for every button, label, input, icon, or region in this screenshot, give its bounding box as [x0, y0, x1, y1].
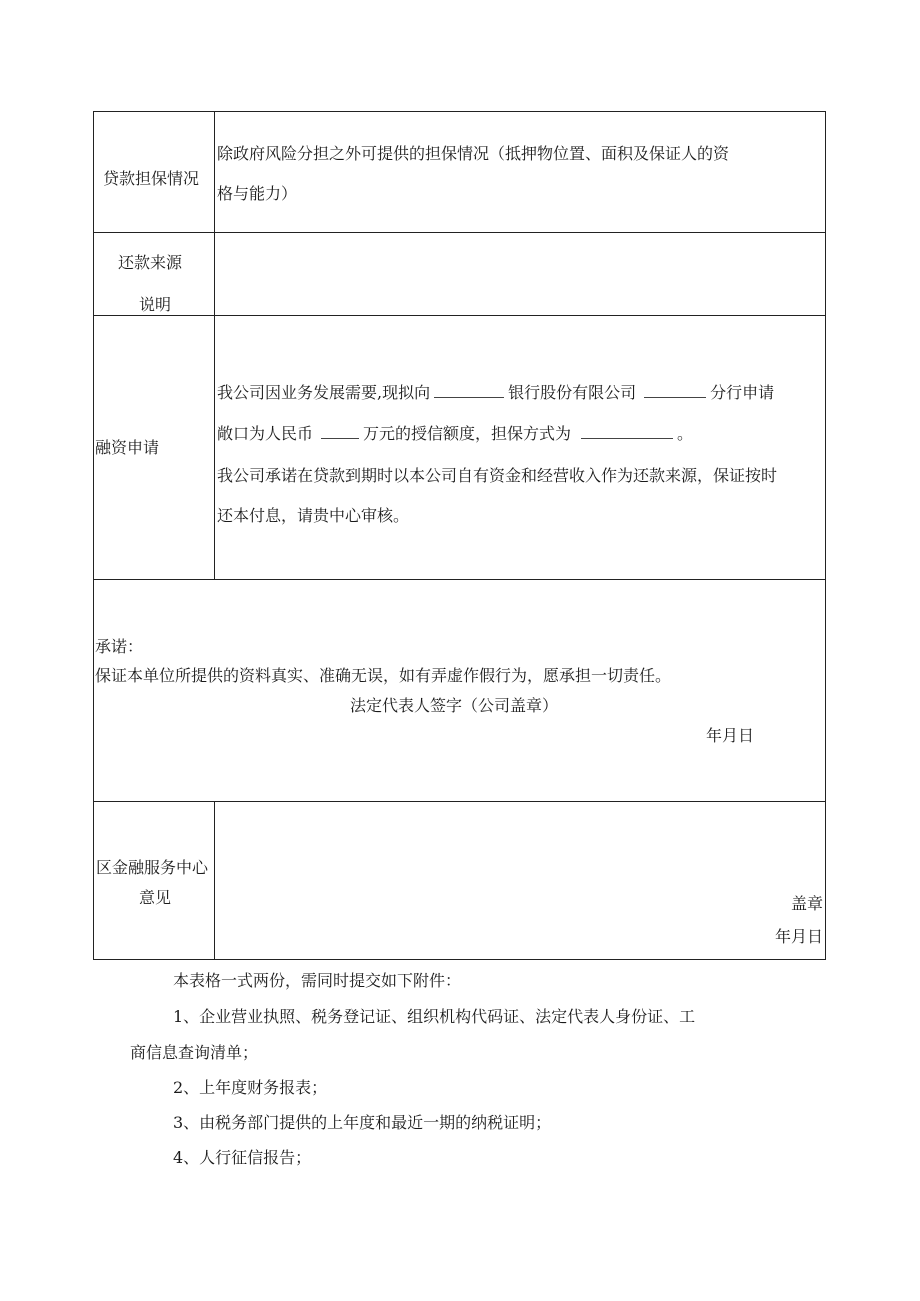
financing-line2-part3: 。 [677, 424, 694, 443]
center-opinion-row [94, 802, 825, 959]
financing-line3: 我公司承诺在贷款到期时以本公司自有资金和经营收入作为还款来源，保证按时 [217, 466, 778, 485]
center-date: 年月日 [774, 927, 823, 946]
guarantee-label: 贷款担保情况 [103, 169, 200, 188]
financing-line1-part2: 银行股份有限公司 [508, 383, 637, 402]
notes-item3: 3、由税务部门提供的上年度和最近一期的纳税证明； [173, 1113, 552, 1132]
financing-line1-part3: 分行申请 [710, 383, 775, 402]
repayment-label-line1: 还款来源 [118, 253, 183, 272]
financing-line1 [217, 383, 774, 403]
financing-label: 融资申请 [95, 438, 160, 457]
guarantee-content-cell [215, 112, 825, 232]
guarantee-label-cell [94, 112, 215, 232]
center-label-cell [94, 802, 215, 959]
financing-content-cell [215, 316, 825, 579]
bank-name-blank[interactable] [434, 383, 504, 398]
center-seal: 盖章 [790, 894, 823, 913]
center-label-line2: 意见 [139, 888, 172, 907]
guarantee-text-line1: 除政府风险分担之外可提供的担保情况（抵押物位置、面积及保证人的资 [217, 144, 730, 163]
financing-line2-part2: 万元的授信额度，担保方式为 [363, 424, 572, 443]
financing-line2-part1: 敞口为人民币 [217, 424, 314, 443]
pledge-row [94, 580, 825, 802]
repayment-row [94, 233, 825, 316]
notes-item4: 4、人行征信报告； [173, 1148, 312, 1167]
guarantee-method-blank[interactable] [581, 424, 673, 439]
pledge-text: 保证本单位所提供的资料真实、准确无误，如有弄虚作假行为，愿承担一切责任。 [95, 666, 672, 685]
financing-row [94, 316, 825, 580]
financing-line1-part1: 我公司因业务发展需要,现拟向 [217, 383, 431, 402]
application-form-table [93, 111, 826, 960]
notes-item1-line1: 1、企业营业执照、税务登记证、组织机构代码证、法定代表人身份证、工 [173, 1007, 696, 1026]
center-label-line1: 区金融服务中心 [96, 858, 209, 877]
notes-item1-line2: 商信息查询清单； [130, 1043, 259, 1062]
branch-name-blank[interactable] [644, 383, 706, 398]
financing-line4: 还本付息，请贵中心审核。 [217, 506, 410, 525]
notes-item2: 2、上年度财务报表； [173, 1078, 328, 1097]
pledge-title: 承诺： [95, 637, 144, 656]
guarantee-row [94, 112, 825, 233]
pledge-signature: 法定代表人签字（公司盖章） [350, 696, 559, 715]
financing-line2 [217, 424, 693, 444]
financing-label-cell [94, 316, 215, 579]
pledge-date: 年月日 [706, 726, 755, 745]
amount-blank[interactable] [321, 424, 359, 439]
notes-intro: 本表格一式两份，需同时提交如下附件： [173, 971, 462, 990]
repayment-label-cell [94, 233, 215, 315]
center-content-cell [215, 802, 825, 959]
repayment-content-cell[interactable] [215, 233, 825, 315]
repayment-label-line2: 说明 [139, 295, 172, 314]
pledge-cell [94, 580, 825, 801]
guarantee-text-line2: 格与能力） [217, 184, 298, 203]
